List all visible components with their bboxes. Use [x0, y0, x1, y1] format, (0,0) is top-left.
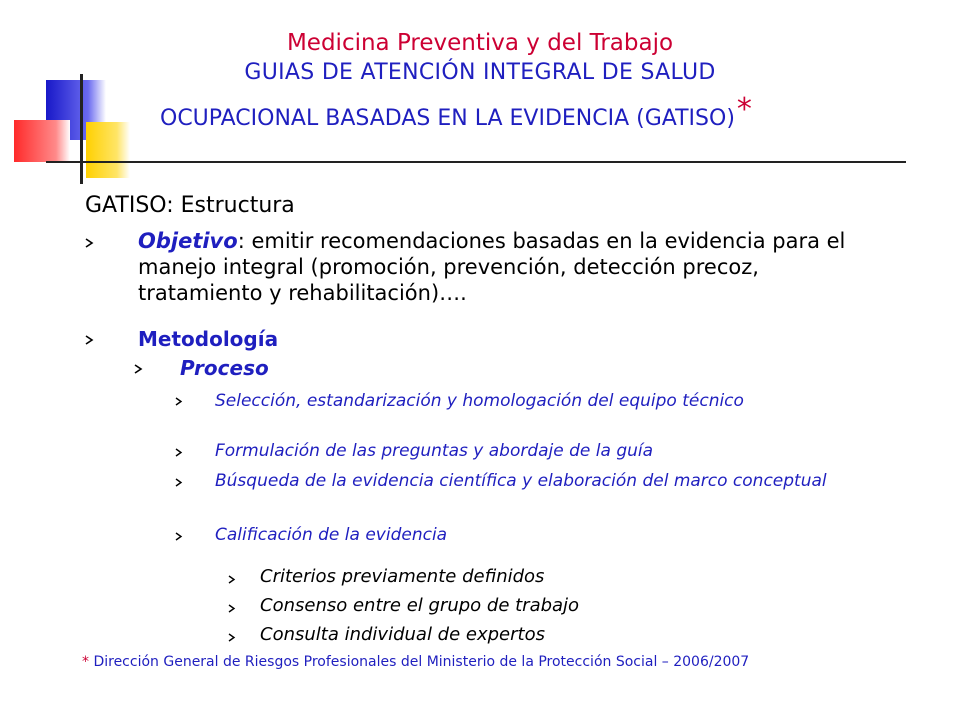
- section-title: GATISO: Estructura: [85, 193, 295, 218]
- header-title: Medicina Preventiva y del Trabajo: [286, 30, 674, 56]
- header-subtitle-line-1: GUIAS DE ATENCIÓN INTEGRAL DE SALUD: [244, 60, 716, 85]
- proceso-item: Formulación de las preguntas y abordaje de la guía: [215, 441, 654, 461]
- metodologia-heading: Metodología: [138, 327, 279, 351]
- arrow-bullet-icon: [175, 397, 183, 406]
- header-subtitle-line-2: [160, 92, 940, 133]
- arrow-bullet-icon: [228, 633, 236, 642]
- decorative-horizontal-line: [46, 161, 906, 163]
- footnote-text: Dirección General de Riesgos Profesionales del Ministerio de la Protección Social – 2006/2007: [89, 654, 750, 670]
- proceso-heading: Proceso: [180, 356, 269, 380]
- footnote-asterisk: *: [82, 654, 89, 670]
- calificacion-item: Consulta individual de expertos: [260, 624, 545, 645]
- objetivo-text: : emitir recomendaciones basadas en la evidencia para el manejo integral (promoción, prevención, detección precoz, tratamiento y rehabilitación)….: [138, 229, 846, 305]
- footnote: [82, 654, 942, 670]
- arrow-bullet-icon: [175, 448, 183, 457]
- arrow-bullet-icon: [85, 238, 94, 248]
- decorative-vertical-line: [80, 74, 83, 184]
- proceso-item: Búsqueda de la evidencia científica y elaboración del marco conceptual: [215, 471, 827, 491]
- decorative-yellow-square: [86, 122, 130, 178]
- arrow-bullet-icon: [228, 575, 236, 584]
- arrow-bullet-icon: [228, 604, 236, 613]
- proceso-item: Selección, estandarización y homologación del equipo técnico: [215, 391, 744, 411]
- header-asterisk: *: [736, 92, 752, 127]
- calificacion-item: Consenso entre el grupo de trabajo: [260, 595, 580, 616]
- proceso-item: Calificación de la evidencia: [215, 525, 448, 545]
- objetivo-keyword: Objetivo: [138, 229, 238, 253]
- arrow-bullet-icon: [85, 335, 94, 345]
- decorative-red-square: [14, 120, 70, 162]
- arrow-bullet-icon: [175, 478, 183, 487]
- arrow-bullet-icon: [134, 364, 143, 374]
- header-subtitle-line-2-text: OCUPACIONAL BASADAS EN LA EVIDENCIA (GATISO): [160, 106, 735, 131]
- calificacion-item: Criterios previamente definidos: [260, 566, 545, 587]
- objetivo-paragraph: [138, 228, 858, 306]
- arrow-bullet-icon: [175, 532, 183, 541]
